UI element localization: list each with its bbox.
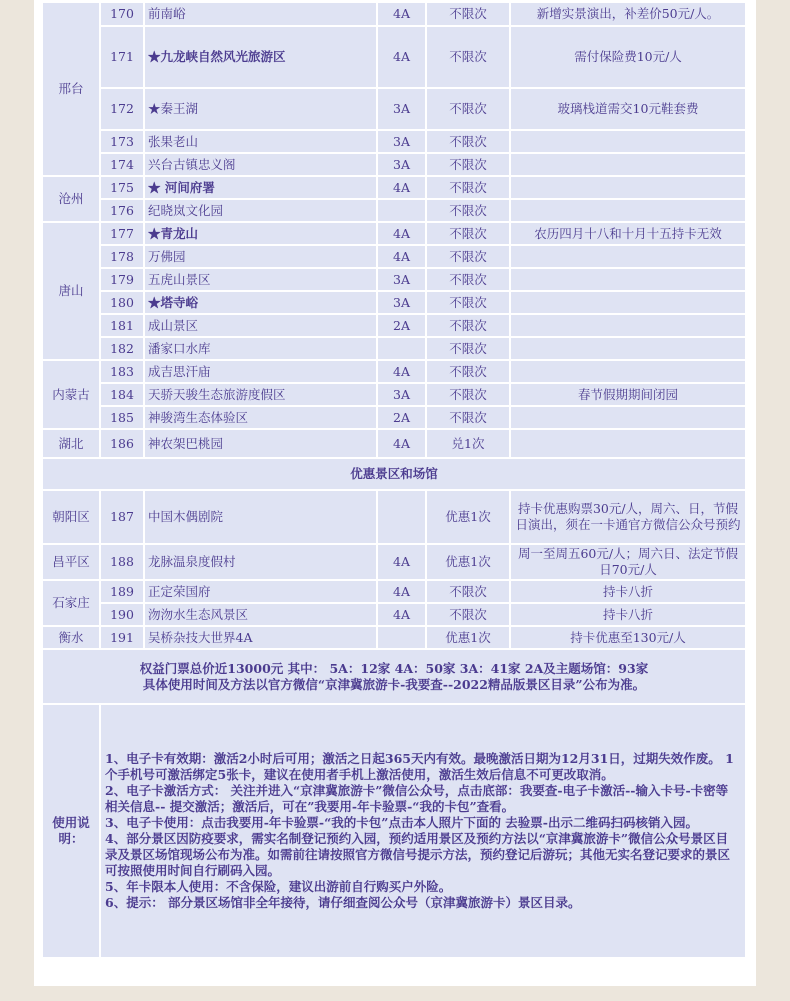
grade-cell: 4A — [378, 545, 427, 579]
grade-cell: 3A — [378, 89, 427, 129]
grade-cell: 3A — [378, 131, 427, 152]
name-cell: ★青龙山 — [145, 223, 378, 244]
frequency-cell: 不限次 — [427, 200, 511, 221]
usage-item: 5、年卡限本人使用：不含保险，建议出游前自行购买户外险。 — [105, 879, 452, 894]
grade-cell — [378, 627, 427, 648]
frequency-cell: 不限次 — [427, 177, 511, 198]
note-cell — [511, 430, 745, 457]
scenic-area-table — [43, 1, 745, 959]
table-row — [43, 27, 745, 87]
grade-cell: 4A — [378, 223, 427, 244]
table-row — [43, 407, 745, 428]
usage-label: 使用说明： — [43, 705, 101, 957]
summary-total-value: 权益门票总价近13000元 其中： 5A：12家 4A：50家 3A：41家 2A及主题场馆：93家 — [139, 660, 649, 676]
frequency-cell: 不限次 — [427, 154, 511, 175]
table-row — [43, 223, 745, 244]
grade-cell: 4A — [378, 177, 427, 198]
frequency-cell: 不限次 — [427, 3, 511, 25]
section-title: 优惠景区和场馆 — [43, 459, 745, 489]
name-cell: 中国木偶剧院 — [145, 491, 378, 543]
number-cell: 181 — [101, 315, 145, 336]
frequency-cell: 不限次 — [427, 315, 511, 336]
table-row — [43, 491, 745, 543]
frequency-cell: 兑1次 — [427, 430, 511, 457]
number-cell: 172 — [101, 89, 145, 129]
note-cell: 持卡八折 — [511, 581, 745, 602]
usage-item: 4、部分景区因防疫要求，需实名制登记预约入园，预约适用景区及预约方法以“京津冀旅游卡”微信公众号景区目录及景区场馆现场公布为准。如需前往请按照官方微信号提示方法，预约登记后游玩；其他无实名登记要求的景区可按照使用时间自行刷码入园。 — [105, 831, 731, 878]
name-cell: 吴桥杂技大世界4A — [145, 627, 378, 648]
number-cell: 175 — [101, 177, 145, 198]
name-cell: 五虎山景区 — [145, 269, 378, 290]
table-row — [43, 200, 745, 221]
number-cell: 182 — [101, 338, 145, 359]
number-cell: 184 — [101, 384, 145, 405]
number-cell: 186 — [101, 430, 145, 457]
number-cell: 185 — [101, 407, 145, 428]
number-cell: 180 — [101, 292, 145, 313]
table-row — [43, 154, 745, 175]
name-cell: 万佛园 — [145, 246, 378, 267]
note-cell: 周一至周五60元/人；周六日、法定节假日70元/人 — [511, 545, 745, 579]
frequency-cell: 不限次 — [427, 246, 511, 267]
grade-cell — [378, 491, 427, 543]
number-cell: 191 — [101, 627, 145, 648]
frequency-cell: 不限次 — [427, 89, 511, 129]
number-cell: 171 — [101, 27, 145, 87]
grade-cell: 3A — [378, 269, 427, 290]
table-row — [43, 131, 745, 152]
name-cell: 成吉思汗庙 — [145, 361, 378, 382]
grade-cell: 4A — [378, 27, 427, 87]
note-cell — [511, 292, 745, 313]
name-cell: ★ 河间府署 — [145, 177, 378, 198]
region-cell: 邢台 — [43, 3, 101, 175]
table-body — [43, 3, 745, 957]
grade-cell — [378, 338, 427, 359]
name-cell: 天骄天骏生态旅游度假区 — [145, 384, 378, 405]
frequency-cell: 不限次 — [427, 604, 511, 625]
grade-cell: 4A — [378, 604, 427, 625]
note-cell — [511, 177, 745, 198]
grade-cell: 3A — [378, 384, 427, 405]
note-cell — [511, 131, 745, 152]
region-cell: 衡水 — [43, 627, 101, 648]
usage-item: 6、提示： 部分景区场馆非全年接待，请仔细查阅公众号（京津冀旅游卡）景区目录。 — [105, 895, 581, 910]
number-cell: 188 — [101, 545, 145, 579]
usage-row — [43, 705, 745, 957]
name-cell: 潘家口水库 — [145, 338, 378, 359]
grade-cell: 3A — [378, 154, 427, 175]
usage-item: 3、电子卡使用：点击我要用-年卡验票-“我的卡包”点击本人照片下面的 去验票-出示二维码扫码核销入园。 — [105, 815, 698, 830]
grade-cell: 2A — [378, 407, 427, 428]
name-cell: 正定荣国府 — [145, 581, 378, 602]
frequency-cell: 不限次 — [427, 361, 511, 382]
note-cell: 持卡八折 — [511, 604, 745, 625]
note-cell: 持卡优惠购票30元/人，周六、日，节假日演出，须在一卡通官方微信公众号预约 — [511, 491, 745, 543]
frequency-cell: 不限次 — [427, 27, 511, 87]
note-cell — [511, 269, 745, 290]
number-cell: 170 — [101, 3, 145, 25]
note-cell: 新增实景演出，补差价50元/人。 — [511, 3, 745, 25]
table-row — [43, 246, 745, 267]
frequency-cell: 优惠1次 — [427, 627, 511, 648]
grade-cell: 4A — [378, 246, 427, 267]
frequency-cell: 不限次 — [427, 269, 511, 290]
frequency-cell: 不限次 — [427, 384, 511, 405]
region-cell: 湖北 — [43, 430, 101, 457]
number-cell: 176 — [101, 200, 145, 221]
table-row — [43, 315, 745, 336]
grade-cell: 4A — [378, 3, 427, 25]
name-cell: ★九龙峡自然风光旅游区 — [145, 27, 378, 87]
note-cell: 持卡优惠至130元/人 — [511, 627, 745, 648]
note-cell — [511, 361, 745, 382]
region-cell: 内蒙古 — [43, 361, 101, 428]
name-cell: 兴台古镇忠义阁 — [145, 154, 378, 175]
name-cell: 张果老山 — [145, 131, 378, 152]
table-row — [43, 361, 745, 382]
name-cell: 龙脉温泉度假村 — [145, 545, 378, 579]
frequency-cell: 不限次 — [427, 581, 511, 602]
name-cell: 纪晓岚文化园 — [145, 200, 378, 221]
region-cell: 沧州 — [43, 177, 101, 221]
table-row — [43, 604, 745, 625]
table-row — [43, 3, 745, 25]
note-cell: 农历四月十八和十月十五持卡无效 — [511, 223, 745, 244]
number-cell: 178 — [101, 246, 145, 267]
frequency-cell: 不限次 — [427, 407, 511, 428]
table-row — [43, 384, 745, 405]
number-cell: 179 — [101, 269, 145, 290]
region-cell: 朝阳区 — [43, 491, 101, 543]
usage-item: 1、电子卡有效期：激活2小时后可用；激活之日起365天内有效。最晚激活日期为12月31日，过期失效作废。 1个手机号可激活绑定5张卡，建议在使用者手机上激活使用，激活生效后信息不可更改取消。 — [105, 751, 734, 782]
table-row — [43, 269, 745, 290]
grade-cell: 2A — [378, 315, 427, 336]
note-cell — [511, 338, 745, 359]
name-cell: 前南峪 — [145, 3, 378, 25]
section-row — [43, 459, 745, 489]
table-row — [43, 338, 745, 359]
summary-row — [43, 650, 745, 703]
region-cell: 唐山 — [43, 223, 101, 359]
number-cell: 190 — [101, 604, 145, 625]
frequency-cell: 不限次 — [427, 223, 511, 244]
note-cell — [511, 315, 745, 336]
frequency-cell: 优惠1次 — [427, 545, 511, 579]
table-row — [43, 292, 745, 313]
name-cell: ★塔寺峪 — [145, 292, 378, 313]
number-cell: 177 — [101, 223, 145, 244]
number-cell: 173 — [101, 131, 145, 152]
summary-cell — [43, 650, 745, 703]
table-row — [43, 430, 745, 457]
note-cell — [511, 246, 745, 267]
grade-cell: 4A — [378, 581, 427, 602]
region-cell: 石家庄 — [43, 581, 101, 625]
frequency-cell: 不限次 — [427, 292, 511, 313]
name-cell: 神农架巴桃园 — [145, 430, 378, 457]
table-row — [43, 177, 745, 198]
frequency-cell: 不限次 — [427, 131, 511, 152]
region-cell: 昌平区 — [43, 545, 101, 579]
summary-official-note: 具体使用时间及方法以官方微信“京津冀旅游卡-我要查--2022精品版景区目录”公布为准。 — [142, 676, 646, 692]
note-cell — [511, 200, 745, 221]
grade-cell: 4A — [378, 430, 427, 457]
number-cell: 183 — [101, 361, 145, 382]
note-cell: 玻璃栈道需交10元鞋套费 — [511, 89, 745, 129]
usage-item: 2、电子卡激活方式： 关注并进入“京津冀旅游卡”微信公众号，点击底部：我要查-电子卡激活--输入卡号-卡密等相关信息-- 提交激活；激活后，可在”我要用-年卡验票-“我的卡包”查看。 — [105, 783, 729, 814]
number-cell: 174 — [101, 154, 145, 175]
grade-cell — [378, 200, 427, 221]
table-row — [43, 581, 745, 602]
number-cell: 189 — [101, 581, 145, 602]
note-cell — [511, 154, 745, 175]
name-cell: 成山景区 — [145, 315, 378, 336]
table-row — [43, 89, 745, 129]
note-cell: 需付保险费10元/人 — [511, 27, 745, 87]
table-row — [43, 627, 745, 648]
frequency-cell: 优惠1次 — [427, 491, 511, 543]
name-cell: ★秦王湖 — [145, 89, 378, 129]
grade-cell: 4A — [378, 361, 427, 382]
name-cell: 神骏湾生态体验区 — [145, 407, 378, 428]
number-cell: 187 — [101, 491, 145, 543]
note-cell: 春节假期期间闭园 — [511, 384, 745, 405]
grade-cell: 3A — [378, 292, 427, 313]
usage-text — [101, 705, 745, 957]
note-cell — [511, 407, 745, 428]
name-cell: 沕沕水生态风景区 — [145, 604, 378, 625]
frequency-cell: 不限次 — [427, 338, 511, 359]
table-row — [43, 545, 745, 579]
